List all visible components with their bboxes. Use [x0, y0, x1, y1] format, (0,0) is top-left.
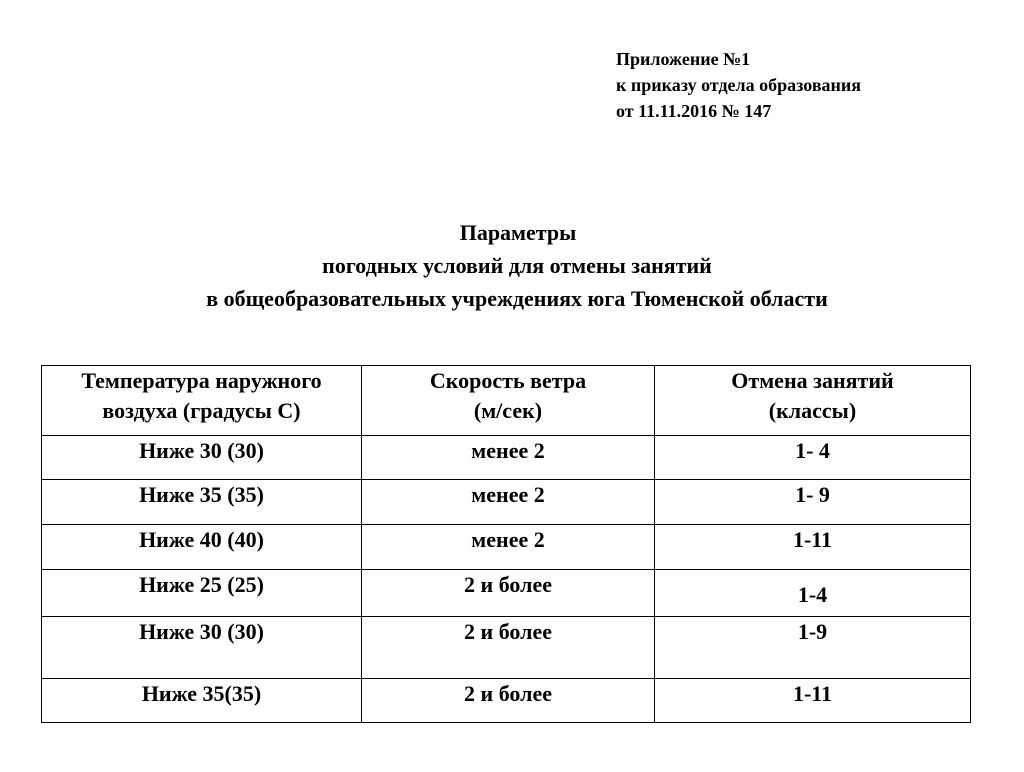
table-row — [42, 570, 971, 617]
appendix-line-3: от 11.11.2016 № 147 — [616, 101, 772, 121]
cell-temperature: Ниже 35(35) — [42, 679, 362, 723]
document-title — [0, 216, 1024, 315]
header-wind-line-1: Скорость ветра — [429, 368, 587, 393]
cell-classes: 1-11 — [655, 679, 971, 723]
cell-temperature: Ниже 35 (35) — [42, 480, 362, 525]
appendix-note — [616, 46, 861, 124]
table-row — [42, 525, 971, 570]
table-row — [42, 617, 971, 679]
header-cancel-classes — [655, 366, 971, 436]
appendix-line-1: Приложение №1 — [616, 49, 751, 69]
header-classes-line-1: Отмена занятий — [731, 368, 894, 393]
header-wind-line-2: (м/сек) — [473, 398, 543, 423]
cell-classes: 1- 4 — [655, 436, 971, 480]
appendix-line-2: к приказу отдела образования — [616, 75, 862, 95]
title-line-2: погодных условий для отмены занятий — [322, 253, 712, 278]
cell-temperature: Ниже 25 (25) — [42, 570, 362, 617]
header-temperature-line-2: воздуха (градусы С) — [102, 398, 301, 423]
cell-temperature: Ниже 30 (30) — [42, 617, 362, 679]
title-line-1: Параметры — [459, 220, 577, 245]
cell-classes: 1-9 — [655, 617, 971, 679]
cell-classes: 1-4 — [655, 570, 971, 617]
table-row — [42, 480, 971, 525]
cell-wind: 2 и более — [362, 570, 655, 617]
header-classes-line-2: (классы) — [768, 398, 857, 423]
cell-temperature: Ниже 30 (30) — [42, 436, 362, 480]
cell-classes: 1-11 — [655, 525, 971, 570]
cell-wind: менее 2 — [362, 436, 655, 480]
title-line-3: в общеобразовательных учреждениях юга Тюменской области — [206, 286, 828, 311]
header-temperature — [42, 366, 362, 436]
header-wind-speed — [362, 366, 655, 436]
cell-wind: менее 2 — [362, 480, 655, 525]
table-row — [42, 679, 971, 723]
table-row — [42, 436, 971, 480]
weather-parameters-table — [41, 365, 971, 723]
table-header-row — [42, 366, 971, 436]
cell-wind: 2 и более — [362, 617, 655, 679]
cell-temperature: Ниже 40 (40) — [42, 525, 362, 570]
cell-wind: 2 и более — [362, 679, 655, 723]
header-temperature-line-1: Температура наружного — [81, 368, 322, 393]
cell-wind: менее 2 — [362, 525, 655, 570]
cell-classes: 1- 9 — [655, 480, 971, 525]
